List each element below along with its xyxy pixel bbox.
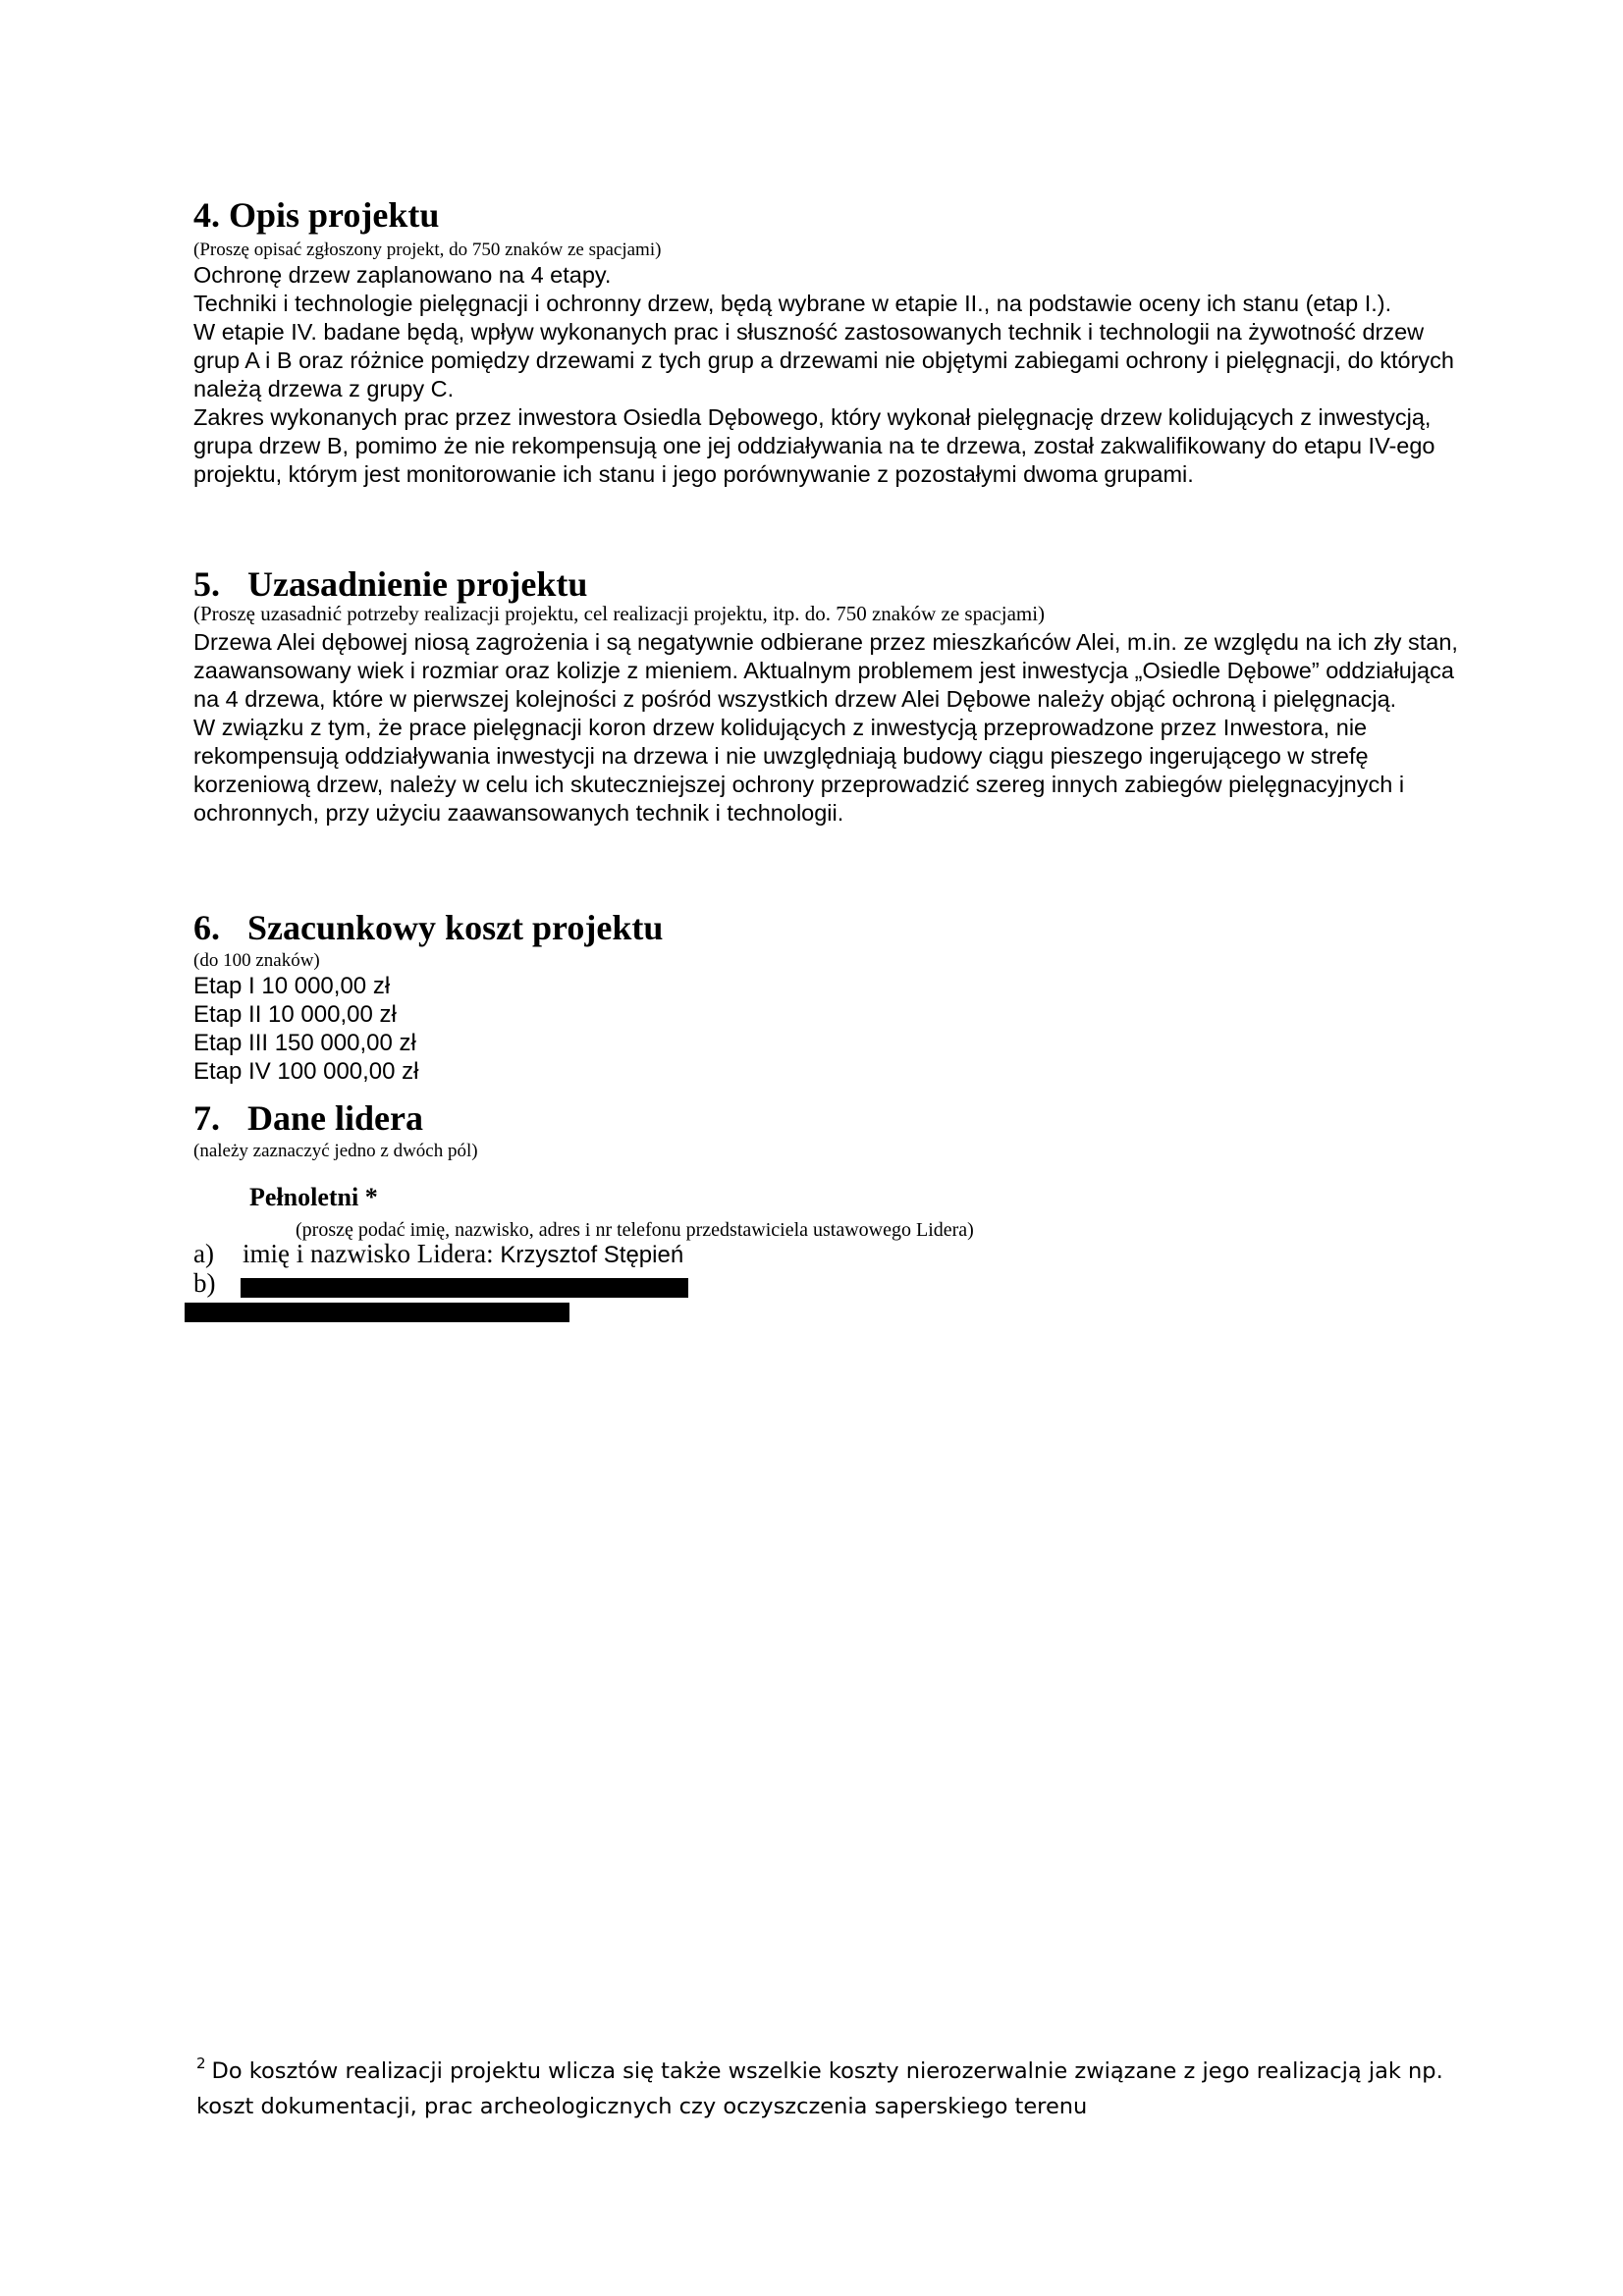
section-5-title — [193, 563, 587, 605]
section-7-title — [193, 1097, 423, 1139]
section-6-number: 6. — [193, 908, 220, 947]
redaction-bar — [241, 1278, 688, 1298]
section-4-paragraph: Zakres wykonanych prac przez inwestora Osiedla Dębowego, który wykonał pielęgnację drzew kolidujących z inwestycją, grupa drzew B, pomimo że nie rekompensują one jej oddziaływania na te drzewa, został zakwalifikowany do etapu IV-ego projektu, którym jest monitorowanie ich stanu i jego porównywanie z pozostałymi dwoma grupami. — [193, 404, 1435, 487]
section-4-paragraph: Ochronę drzew zaplanowano na 4 etapy. — [193, 262, 612, 288]
leader-item-a — [193, 1239, 683, 1269]
section-6-title-text: Szacunkowy koszt projektu — [247, 908, 664, 947]
cost-item: Etap III 150 000,00 zł — [193, 1030, 416, 1056]
section-4-paragraph: Techniki i technologie pielęgnacji i ochronny drzew, będą wybrane w etapie II., na podstawie oceny ich stanu (etap I.). — [193, 291, 1392, 316]
section-6-note: (do 100 znaków) — [193, 950, 320, 971]
cost-list — [193, 972, 1470, 1086]
leader-item-b — [193, 1268, 243, 1299]
section-4-paragraph: W etapie IV. badane będą, wpływ wykonanych prac i słuszność zastosowanych technik i technologii na żywotność drzew grup A i B oraz różnice pomiędzy drzewami z tych grup a drzewami nie objętymi zabiegami ochrony i pielęgnacji, do których należą drzewa z grupy C. — [193, 319, 1454, 401]
leader-subnote: (proszę podać imię, nazwisko, adres i nr telefonu przedstawiciela ustawowego Lidera) — [296, 1219, 974, 1241]
redaction-bar — [185, 1303, 569, 1322]
section-5-note: (Proszę uzasadnić potrzeby realizacji projektu, cel realizacji projektu, itp. do. 750 znaków ze spacjami) — [193, 602, 1046, 625]
section-6-title — [193, 907, 663, 948]
section-7-number: 7. — [193, 1098, 220, 1138]
section-4-note: (Proszę opisać zgłoszony projekt, do 750 znaków ze spacjami) — [193, 240, 662, 260]
leader-item-a-marker: a) — [193, 1239, 214, 1268]
section-7-note: (należy zaznaczyć jedno z dwóch pól) — [193, 1141, 478, 1161]
section-5-number: 5. — [193, 564, 220, 604]
section-4-body — [193, 261, 1470, 489]
section-5-body — [193, 628, 1470, 828]
leader-item-a-label: imię i nazwisko Lidera: — [243, 1239, 501, 1268]
leader-name: Krzysztof Stępień — [500, 1242, 684, 1268]
section-7-title-text: Dane lidera — [247, 1098, 423, 1138]
cost-item: Etap II 10 000,00 zł — [193, 1001, 397, 1028]
cost-item: Etap IV 100 000,00 zł — [193, 1058, 419, 1085]
footnote-marker: 2 — [196, 2055, 206, 2072]
section-4-title: 4. Opis projektu — [193, 195, 440, 235]
leader-item-b-marker: b) — [193, 1268, 216, 1298]
section-5-paragraph: W związku z tym, że prace pielęgnacji koron drzew kolidujących z inwestycją przeprowadzone przez Inwestora, nie rekompensują oddziaływania inwestycji na drzewa i nie uwzględniają budowy ciągu pieszego ingerującego w strefę korzeniową drzew, należy w celu ich skuteczniejszej ochrony przeprowadzić szereg innych zabiegów pielęgnacyjnych i ochronnych, przy użyciu zaawansowanych technik i technologii. — [193, 715, 1405, 826]
cost-item: Etap I 10 000,00 zł — [193, 973, 391, 999]
footnote-text: Do kosztów realizacji projektu wlicza się także wszelkie koszty nierozerwalnie związane z jego realizacją jak np. koszt dokumentacji, prac archeologicznych czy oczyszczenia saperskiego terenu — [196, 2058, 1443, 2119]
section-5-title-text: Uzasadnienie projektu — [247, 564, 588, 604]
footnote — [196, 2046, 1492, 2124]
leader-subtitle: Pełnoletni * — [249, 1183, 378, 1211]
section-5-paragraph: Drzewa Alei dębowej niosą zagrożenia i są negatywnie odbierane przez mieszkańców Alei, m.in. ze względu na ich zły stan, zaawansowany wiek i rozmiar oraz kolizje z mieniem. Aktualnym problemem jest inwestycja „Osiedle Dębowe” oddziałująca na 4 drzewa, które w pierwszej kolejności z pośród wszystkich drzew Alei Dębowe należy objąć ochroną i pielęgnacją. — [193, 629, 1458, 712]
